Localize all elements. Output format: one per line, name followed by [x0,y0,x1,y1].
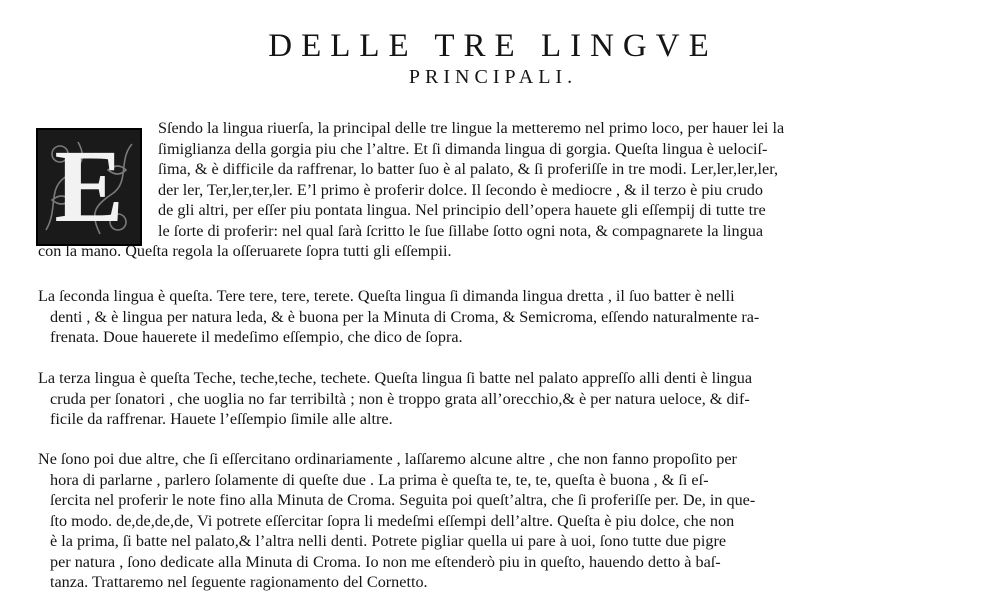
text-line: denti , & è lingua per natura leda, & è buona per la Minuta di Croma, & Semicroma, eſſendo naturalmente ra- [50,307,760,326]
drop-cap-letter: E [54,129,124,244]
paragraph-1 [38,118,785,262]
text-line: per natura , ſono dedicate alla Minuta di Croma. Io non me eſtenderò piu in queſto, hauendo detto à baſ- [50,552,721,571]
text-line: hora di parlarne , parlero ſolamente di queſte due . La prima è queſta te, te, te, queſta è buona , & ſi eſ- [50,470,709,489]
ornamental-drop-cap [36,128,142,246]
page-title: DELLE TRE LINGVE [268,28,718,64]
text-line: frenata. Doue hauerete il medeſimo eſſempio, che dico de ſopra. [50,328,463,346]
text-line: ſimiglianza della gorgia piu che l’altre. Et ſi dimanda lingua di gorgia. Queſta lingua è uelociſ- [158,139,768,158]
text-line: La terza lingua è queſta Teche, teche,teche, techete. Queſta lingua ſi batte nel palato appreſſo alli denti è lingua [38,369,753,387]
text-line: ſercita nel proferir le note fino alla Minuta de Croma. Seguita poi queſt’altra, che ſi proferiſſe per. De, in que- [50,491,756,509]
text-line: è la prima, ſi batte nel palato,& l’altra nelli denti. Potrete pigliar quella ui pare à uoi, ſono tutte due pigre [50,532,727,550]
text-line: der ler, Ter,ler,ter,ler. E’l primo è proferir dolce. Il ſecondo è mediocre , & il terzo è piu crudo [158,180,763,199]
page-subtitle: PRINCIPALI. [408,66,578,88]
text-line: tanza. Trattaremo nel ſeguente ragionamento del Cornetto. [50,573,428,591]
text-line: ficile da raffrenar. Hauete l’eſſempio ſimile alle altre. [50,410,393,428]
paragraph-4 [38,449,755,593]
text-line: Ne ſono poi due altre, che ſi eſſercitano ordinariamente , laſſaremo alcune altre , che non fanno propoſito per [38,450,737,468]
text-line: de gli altri, per eſſer piu pontata lingua. Nel principio dell’opera hauete gli eſſempij di tutte tre [158,201,766,219]
text-line: le ſorte di proferir: nel qual ſarà ſcritto le ſue ſillabe ſotto ogni nota, & compagnarete la lingua [158,221,764,240]
paragraph-2 [38,286,759,348]
text-line: cruda per ſonatori , che uoglia no far terribiltà ; non è troppo grata all’orecchio,& è per natura ueloce, & dif- [50,389,750,408]
text-line: ſto modo. de,de,de,de, Vi potrete eſſercitar ſopra li medeſmi eſſempi dell’altre. Queſta è piu dolce, che non [50,511,735,530]
text-line: con la mano. Queſta regola la oſſeruarete ſopra tutti gli eſſempii. [38,242,452,260]
text-line: ſima, & è difficile da raffrenar, lo batter ſuo è al palato, & ſi proferiſſe in tre modi. Ler,ler,ler,ler, [158,160,779,178]
paragraph-3 [38,368,752,430]
text-line: La ſeconda lingua è queſta. Tere tere, tere, terete. Queſta lingua ſi dimanda lingua dretta , il ſuo batter è nelli [38,287,735,305]
text-line: Sſendo la lingua riuerſa, la principal delle tre lingue la metteremo nel primo loco, per hauer lei la [158,119,785,137]
